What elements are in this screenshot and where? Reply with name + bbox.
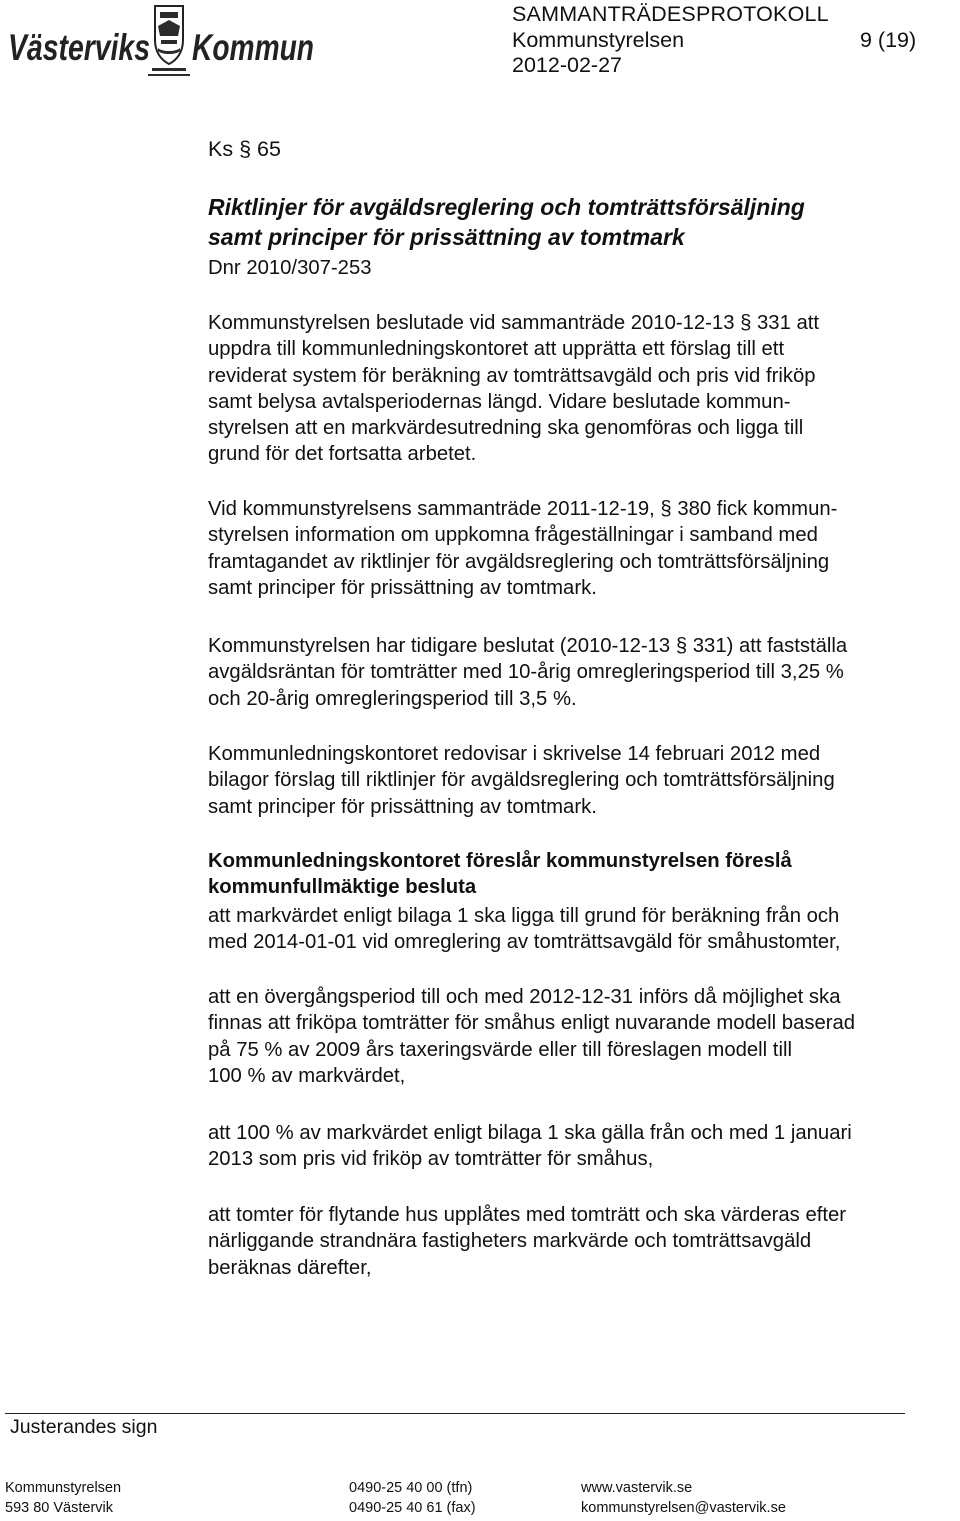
- body-paragraph: [208, 741, 956, 820]
- text-line: grund för det fortsatta arbetet.: [208, 443, 477, 466]
- text-line: styrelsen att en markvärdesutredning ska genomföras och ligga till: [208, 417, 804, 440]
- vastervik-kommun-logo: [8, 2, 314, 76]
- text-line: samt principer för prissättning av tomtmark.: [208, 795, 597, 818]
- text-line: Kommunstyrelsen beslutade vid sammanträde 2010-12-13 § 331 att: [208, 312, 820, 334]
- body-paragraph: [208, 496, 956, 601]
- footer-web: [581, 1478, 786, 1518]
- proposal-clause: [208, 984, 956, 1089]
- text-line: finnas att friköpa tomträtter för småhus enligt nuvarande modell baserad: [208, 1012, 856, 1035]
- body-paragraph: [208, 633, 956, 712]
- text-line: 100 % av markvärdet,: [208, 1064, 406, 1087]
- text-line: att 100 % av markvärdet enligt bilaga 1 ska gälla från och med 1 januari: [208, 1122, 852, 1144]
- proposal-heading: [208, 848, 956, 901]
- text-line: och 20-årig omregleringsperiod till 3,5 %.: [208, 687, 577, 710]
- proposal-heading-line: Kommunledningskontoret föreslår kommunstyrelsen föreslå: [208, 850, 792, 872]
- text-line: avgäldsräntan för tomträtter med 10-årig omregleringsperiod till 3,25 %: [208, 661, 844, 684]
- footer-address: 593 80 Västervik: [5, 1500, 114, 1516]
- text-line: styrelsen information om uppkomna frågeställningar i samband med: [208, 524, 818, 547]
- section-heading-line: samt principer för prissättning av tomtmark: [208, 223, 685, 250]
- text-line: 2013 som pris vid friköp av tomträtter för småhus,: [208, 1148, 654, 1171]
- text-line: på 75 % av 2009 års taxeringsvärde eller till föreslagen modell till: [208, 1038, 792, 1061]
- text-line: med 2014-01-01 vid omreglering av tomträttsavgäld för småhustomter,: [208, 931, 841, 954]
- section-heading-line: Riktlinjer för avgäldsreglering och tomträttsförsäljning: [208, 194, 805, 220]
- text-line: uppdra till kommunledningskontoret att upprätta ett förslag till ett: [208, 338, 785, 361]
- text-line: Kommunstyrelsen har tidigare beslutat (2010-12-13 § 331) att fastställa: [208, 635, 848, 657]
- proposal-clause: [208, 1120, 956, 1173]
- footer-contact: [349, 1478, 476, 1518]
- text-line: reviderat system för beräkning av tomträttsavgäld och pris vid friköp: [208, 364, 816, 387]
- footer-org-name: Kommunstyrelsen: [5, 1480, 122, 1496]
- text-line: Vid kommunstyrelsens sammanträde 2011-12-19, § 380 fick kommun-: [208, 498, 838, 520]
- meeting-date: 2012-02-27: [512, 53, 622, 77]
- text-line: beräknas därefter,: [208, 1256, 372, 1279]
- proposal-heading-line: kommunfullmäktige besluta: [208, 876, 477, 899]
- text-line: samt principer för prissättning av tomtmark.: [208, 576, 597, 599]
- text-line: att tomter för flytande hus upplåtes med tomträtt och ska värderas efter: [208, 1204, 847, 1226]
- text-line: närliggande strandnära fastigheters markvärde och tomträttsavgäld: [208, 1230, 812, 1253]
- body-paragraph: [208, 310, 956, 468]
- signature-label: Justerandes sign: [10, 1416, 158, 1438]
- text-line: att markvärdet enligt bilaga 1 ska ligga till grund för beräkning från och: [208, 905, 840, 927]
- page-number: 9 (19): [860, 28, 917, 52]
- footer-website-link[interactable]: www.vastervik.se: [581, 1480, 693, 1496]
- text-line: att en övergångsperiod till och med 2012-12-31 införs då möjlighet ska: [208, 986, 841, 1008]
- organization-name: Kommunstyrelsen: [512, 28, 685, 52]
- signature-divider: [5, 1413, 905, 1414]
- svg-text:Västerviks: Västerviks: [8, 27, 150, 68]
- footer-email-link[interactable]: kommunstyrelsen@vastervik.se: [581, 1500, 786, 1516]
- proposal-clause: [208, 1202, 956, 1281]
- text-line: bilagor förslag till riktlinjer för avgäldsreglering och tomträttsförsäljning: [208, 769, 835, 792]
- section-heading: [208, 193, 956, 252]
- footer-org: [5, 1478, 121, 1518]
- text-line: samt belysa avtalsperiodernas längd. Vidare beslutade kommun-: [208, 390, 791, 413]
- svg-text:Kommun: Kommun: [192, 27, 314, 68]
- case-number: Dnr 2010/307-253: [208, 257, 372, 279]
- document-type-title: SAMMANTRÄDESPROTOKOLL: [512, 2, 829, 26]
- footer-fax: 0490-25 40 61 (fax): [349, 1500, 476, 1516]
- footer-phone: 0490-25 40 00 (tfn): [349, 1480, 473, 1496]
- proposal-clause: [208, 903, 956, 956]
- paragraph-reference: Ks § 65: [208, 137, 281, 161]
- text-line: framtagandet av riktlinjer för avgäldsreglering och tomträttsförsäljning: [208, 550, 830, 573]
- text-line: Kommunledningskontoret redovisar i skrivelse 14 februari 2012 med: [208, 743, 821, 765]
